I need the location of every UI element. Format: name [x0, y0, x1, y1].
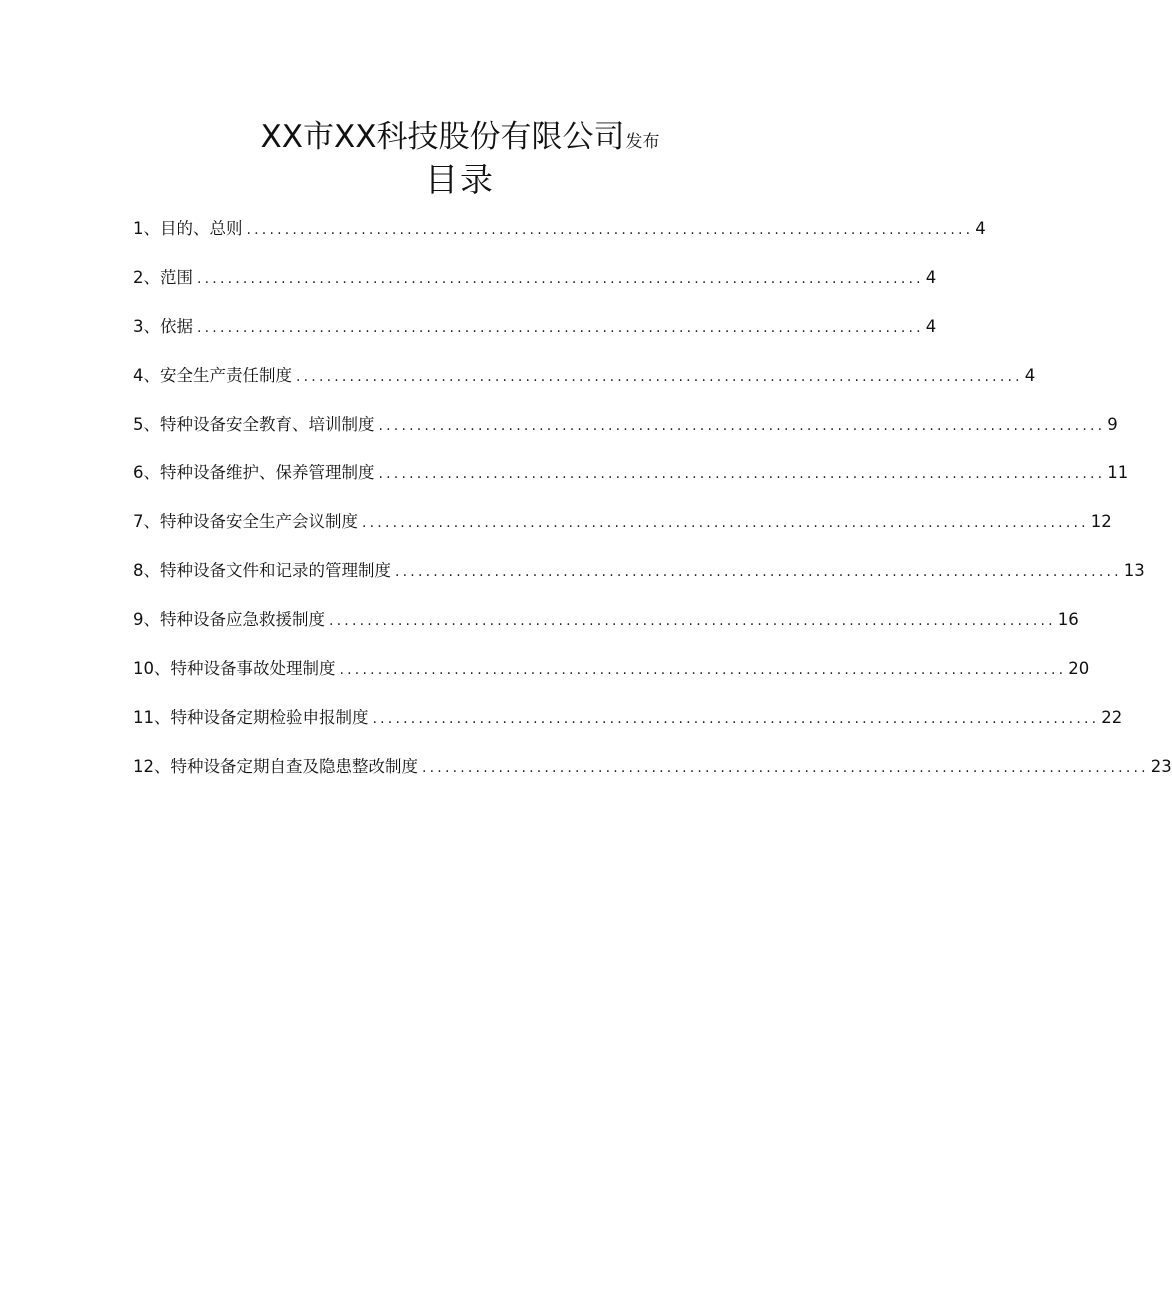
toc-entry-11[interactable]: [133, 704, 1123, 753]
toc-entry-8[interactable]: [133, 557, 1145, 606]
toc-entry-page: 22: [1101, 707, 1123, 727]
toc-leader-dots: ...............................................................................................: [197, 319, 924, 336]
toc-entry-1[interactable]: [133, 215, 986, 264]
toc-entry-4[interactable]: [133, 362, 1036, 411]
toc-entry-label: 6、特种设备维护、保养管理制度: [133, 463, 375, 483]
publish-suffix: 发布: [625, 132, 660, 152]
toc-entry-label: 2、范围: [133, 267, 193, 287]
toc-entry-page: 23: [1150, 756, 1172, 776]
toc-entry-page: 20: [1068, 659, 1090, 679]
company-name: XX市XX科技股份有限公司: [260, 119, 625, 155]
toc-leader-dots: ...............................................................................................: [197, 270, 924, 287]
toc-entry-label: 4、安全生产责任制度: [133, 365, 292, 385]
toc-entry-label: 9、特种设备应急救援制度: [133, 610, 325, 630]
toc-leader-dots: ...............................................................................................: [372, 710, 1100, 727]
toc-leader-dots: ...............................................................................................: [378, 417, 1106, 434]
table-of-contents: [133, 215, 1172, 802]
toc-entry-page: 11: [1107, 463, 1129, 483]
toc-leader-dots: ...............................................................................................: [422, 759, 1149, 776]
toc-entry-5[interactable]: [133, 411, 1118, 460]
toc-leader-dots: ...............................................................................................: [395, 564, 1122, 581]
toc-leader-dots: ...............................................................................................: [246, 222, 974, 238]
toc-entry-label: 5、特种设备安全教育、培训制度: [133, 414, 375, 434]
toc-title: 目录: [425, 160, 495, 199]
toc-entry-label: 8、特种设备文件和记录的管理制度: [133, 561, 391, 581]
toc-leader-dots: ...............................................................................................: [296, 368, 1023, 385]
toc-leader-dots: ...............................................................................................: [378, 466, 1106, 483]
toc-entry-label: 7、特种设备安全生产会议制度: [133, 512, 358, 532]
toc-entry-page: 4: [925, 267, 937, 287]
toc-leader-dots: ...............................................................................................: [339, 662, 1067, 679]
toc-entry-page: 12: [1090, 512, 1112, 532]
toc-entry-page: 4: [1024, 365, 1036, 385]
toc-entry-page: 9: [1107, 414, 1118, 434]
toc-entry-label: 11、特种设备定期检验申报制度: [133, 707, 369, 727]
toc-entry-7[interactable]: [133, 508, 1112, 557]
toc-entry-9[interactable]: [133, 606, 1079, 655]
toc-entry-label: 12、特种设备定期自查及隐患整改制度: [133, 756, 418, 776]
toc-entry-page: 4: [975, 219, 986, 238]
toc-entry-12[interactable]: [133, 753, 1172, 802]
toc-entry-label: 3、依据: [133, 316, 193, 336]
toc-leader-dots: ...............................................................................................: [362, 515, 1089, 532]
toc-entry-page: 13: [1123, 561, 1145, 581]
toc-entry-label: 1、目的、总则: [133, 219, 243, 238]
toc-entry-page: 4: [925, 316, 937, 336]
toc-entry-page: 16: [1057, 610, 1079, 630]
toc-entry-2[interactable]: [133, 264, 937, 313]
toc-leader-dots: ...............................................................................................: [329, 613, 1056, 630]
toc-entry-label: 10、特种设备事故处理制度: [133, 659, 336, 679]
toc-entry-6[interactable]: [133, 459, 1129, 508]
toc-entry-3[interactable]: [133, 313, 937, 362]
toc-entry-10[interactable]: [133, 655, 1090, 704]
